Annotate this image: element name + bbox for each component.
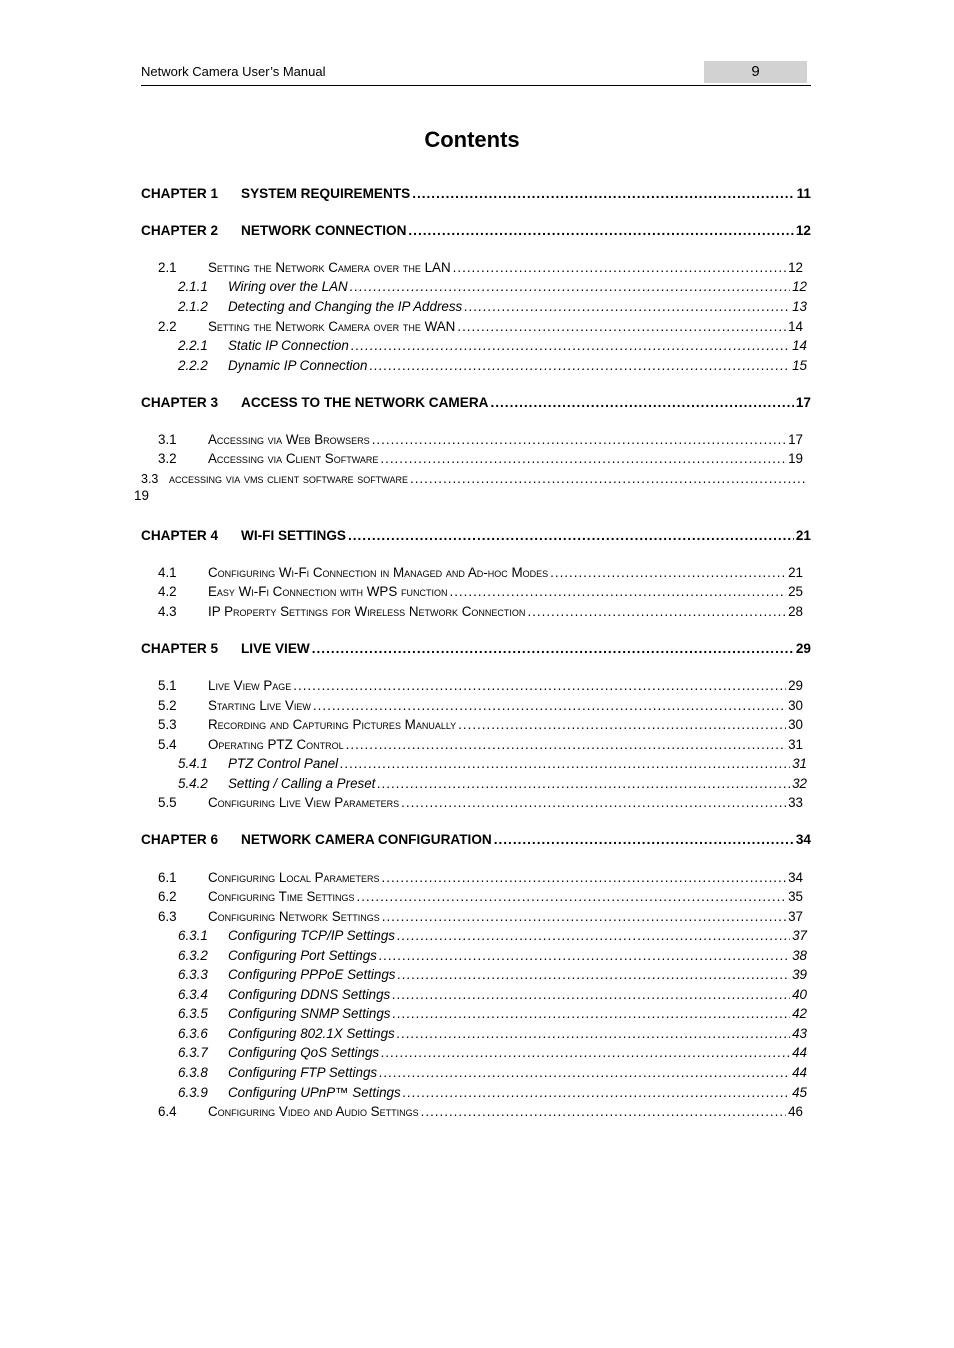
toc-title: Static IP Connection — [228, 338, 349, 353]
manual-title: Network Camera User’s Manual — [141, 64, 326, 79]
toc-section[interactable] — [158, 602, 803, 622]
dot-leader — [527, 602, 786, 622]
toc-subsection[interactable] — [178, 297, 807, 317]
toc-number: 2.1.2 — [178, 299, 208, 314]
toc-title: Accessing via Client Software — [208, 451, 379, 466]
toc-page-number: 29 — [795, 641, 811, 656]
dot-leader — [464, 297, 790, 317]
toc-title: Configuring QoS Settings — [228, 1045, 380, 1060]
toc-number: CHAPTER 3 — [141, 395, 219, 410]
toc-subsection[interactable] — [178, 774, 807, 794]
toc-page-number: 13 — [792, 299, 807, 314]
toc-number: CHAPTER 6 — [141, 832, 219, 847]
toc-subsection[interactable] — [178, 336, 807, 356]
toc-number: 6.3.5 — [178, 1006, 208, 1021]
contents-heading: Contents — [424, 127, 520, 152]
toc-number: 4.2 — [158, 584, 177, 599]
dot-leader — [408, 221, 793, 241]
toc-chapter[interactable] — [141, 526, 811, 546]
dot-leader — [393, 1004, 791, 1024]
dot-leader — [379, 1063, 790, 1083]
toc-subsection[interactable] — [178, 946, 807, 966]
dot-leader — [356, 887, 786, 907]
dot-leader — [421, 1102, 786, 1122]
toc-page-number: 29 — [788, 678, 803, 693]
toc-section[interactable] — [158, 735, 803, 755]
toc-chapter[interactable] — [141, 221, 811, 241]
toc-page-number: 30 — [788, 698, 803, 713]
dot-leader — [351, 336, 790, 356]
toc-page-number: 12 — [788, 260, 803, 275]
toc-subsection[interactable] — [178, 985, 807, 1005]
toc-number: 6.3.8 — [178, 1065, 208, 1080]
toc-number: 6.3 — [158, 909, 177, 924]
toc-number: 2.2.2 — [178, 358, 208, 373]
toc-section[interactable] — [158, 563, 803, 583]
toc-subsection[interactable] — [178, 277, 807, 297]
toc-section[interactable] — [158, 1102, 803, 1122]
toc-title: Configuring Live View Parameters — [208, 795, 400, 810]
dot-leader — [412, 184, 794, 204]
dot-leader — [382, 907, 786, 927]
toc-number: 2.1 — [158, 260, 177, 275]
toc-number: CHAPTER 2 — [141, 223, 219, 238]
toc-section[interactable] — [158, 868, 803, 888]
toc-number: 5.2 — [158, 698, 177, 713]
page-number: 9 — [704, 61, 807, 83]
toc-page-number: 38 — [792, 948, 807, 963]
toc-page-number: 31 — [788, 737, 803, 752]
toc-subsection[interactable] — [178, 1083, 807, 1103]
toc-subsection[interactable] — [178, 1043, 807, 1063]
dot-leader — [550, 563, 786, 583]
toc-number: 6.3.1 — [178, 928, 208, 943]
toc-page-number: 21 — [788, 565, 803, 580]
toc-subsection[interactable] — [178, 754, 807, 774]
toc-subsection[interactable] — [178, 926, 807, 946]
toc-number: 6.1 — [158, 870, 177, 885]
dot-leader — [369, 356, 790, 376]
toc-page-number: 37 — [788, 909, 803, 924]
toc-chapter[interactable] — [141, 639, 811, 659]
toc-number: 5.5 — [158, 795, 177, 810]
toc-page-number: 25 — [788, 584, 803, 599]
toc-page-number: 30 — [788, 717, 803, 732]
dot-leader — [372, 430, 786, 450]
toc-title: NETWORK CAMERA CONFIGURATION — [241, 832, 492, 847]
toc-section[interactable] — [158, 676, 803, 696]
toc-title: Configuring UPnP™ Settings — [228, 1085, 401, 1100]
toc-page-number: 19 — [788, 451, 803, 466]
toc-title: Recording and Capturing Pictures Manually — [208, 717, 457, 732]
dot-leader — [377, 774, 790, 794]
dot-leader — [346, 735, 786, 755]
toc-number: 2.2 — [158, 319, 177, 334]
dot-leader — [313, 696, 786, 716]
dot-leader — [392, 985, 790, 1005]
toc-title: WI-FI SETTINGS — [241, 528, 346, 543]
toc-title: NETWORK CONNECTION — [241, 223, 407, 238]
toc-title: accessing via vms client software software — [169, 471, 408, 486]
toc-number: 3.1 — [158, 432, 177, 447]
toc-title: Configuring Port Settings — [228, 948, 377, 963]
toc-page-number: 31 — [792, 756, 807, 771]
toc-subsection[interactable] — [178, 1024, 807, 1044]
toc-page-number: 35 — [788, 889, 803, 904]
toc-title: Configuring Time Settings — [208, 889, 355, 904]
toc-subsection[interactable] — [178, 1063, 807, 1083]
toc-page-number: 19 — [134, 488, 149, 503]
toc-page-number: 32 — [792, 776, 807, 791]
toc-title: Configuring SNMP Settings — [228, 1006, 391, 1021]
toc-number: 4.1 — [158, 565, 177, 580]
toc-section[interactable] — [158, 715, 803, 735]
dot-leader — [458, 715, 786, 735]
toc-title: Configuring Local Parameters — [208, 870, 380, 885]
toc-section[interactable] — [141, 469, 809, 489]
toc-page-number: 34 — [788, 870, 803, 885]
dot-leader — [380, 449, 786, 469]
toc-section[interactable] — [158, 907, 803, 927]
toc-chapter[interactable] — [141, 393, 811, 413]
toc-page-number: 37 — [792, 928, 807, 943]
toc-page-number: 17 — [795, 395, 811, 410]
toc-page-number: 14 — [788, 319, 803, 334]
toc-number: 6.3.6 — [178, 1026, 208, 1041]
toc-number: CHAPTER 4 — [141, 528, 219, 543]
toc-subsection[interactable] — [178, 1004, 807, 1024]
toc-title: Configuring Wi-Fi Connection in Managed and Ad-hoc Modes — [208, 565, 549, 580]
toc-number: 6.3.9 — [178, 1085, 208, 1100]
toc-number: 2.2.1 — [178, 338, 208, 353]
toc-number: 4.3 — [158, 604, 177, 619]
toc-number: 6.3.4 — [178, 987, 208, 1002]
dot-leader — [449, 582, 786, 602]
toc-page-number: 15 — [792, 358, 807, 373]
toc-page-number: 39 — [792, 967, 807, 982]
toc-number: 2.1.1 — [178, 279, 208, 294]
toc-number: 6.3.2 — [178, 948, 208, 963]
toc-number: 6.4 — [158, 1104, 177, 1119]
toc-page-number: 44 — [792, 1045, 807, 1060]
toc-section[interactable] — [158, 793, 803, 813]
dot-leader — [293, 676, 786, 696]
toc-page-number: 43 — [792, 1026, 807, 1041]
dot-leader — [312, 639, 794, 659]
toc-section[interactable] — [158, 258, 803, 278]
toc-title: LIVE VIEW — [241, 641, 310, 656]
toc-number: 5.1 — [158, 678, 177, 693]
dot-leader — [410, 469, 807, 489]
dot-leader — [494, 830, 794, 850]
dot-leader — [381, 1043, 790, 1063]
toc-title: Configuring DDNS Settings — [228, 987, 391, 1002]
toc-title: Accessing via Web Browsers — [208, 432, 370, 447]
toc-page-number: 12 — [795, 223, 811, 238]
toc-number: 3.3 — [141, 472, 159, 486]
dot-leader — [457, 317, 786, 337]
dot-leader — [397, 926, 790, 946]
toc-page-number: 21 — [795, 528, 811, 543]
toc-section[interactable] — [158, 430, 803, 450]
toc-title: Starting Live View — [208, 698, 311, 713]
toc-page-number: 12 — [792, 279, 807, 294]
toc-page-number: 28 — [788, 604, 803, 619]
dot-leader — [453, 258, 786, 278]
dot-leader — [490, 393, 793, 413]
toc-page-number: 14 — [792, 338, 807, 353]
toc-number: 5.4.2 — [178, 776, 208, 791]
toc-section[interactable] — [158, 696, 803, 716]
toc-title: Detecting and Changing the IP Address — [228, 299, 463, 314]
toc-section[interactable] — [158, 582, 803, 602]
toc-page-number: 40 — [792, 987, 807, 1002]
toc-title: Setting / Calling a Preset — [228, 776, 376, 791]
toc-number: 6.2 — [158, 889, 177, 904]
toc-number: 3.2 — [158, 451, 177, 466]
dot-leader — [379, 946, 790, 966]
toc-number: 6.3.3 — [178, 967, 208, 982]
toc-number: CHAPTER 1 — [141, 186, 219, 201]
toc-number: 5.3 — [158, 717, 177, 732]
toc-title: PTZ Control Panel — [228, 756, 339, 771]
dot-leader — [397, 965, 790, 985]
toc-title: IP Property Settings for Wireless Network Connection — [208, 604, 526, 619]
toc-title: Easy Wi-Fi Connection with WPS function — [208, 584, 448, 599]
toc-title: Configuring FTP Settings — [228, 1065, 378, 1080]
toc-section[interactable] — [158, 449, 803, 469]
toc-title: Setting the Network Camera over the WAN — [208, 319, 456, 334]
dot-leader — [397, 1024, 790, 1044]
toc-title: Live View Page — [208, 678, 292, 693]
toc-title: Configuring Video and Audio Settings — [208, 1104, 419, 1119]
toc-section[interactable] — [158, 317, 803, 337]
toc-page-number: 17 — [788, 432, 803, 447]
toc-page-number: 45 — [792, 1085, 807, 1100]
toc-page-number: 34 — [795, 832, 811, 847]
toc-title: Wiring over the LAN — [228, 279, 348, 294]
toc-page-number: 11 — [796, 186, 811, 201]
toc-title: Setting the Network Camera over the LAN — [208, 260, 451, 275]
dot-leader — [350, 277, 790, 297]
toc-title: Configuring TCP/IP Settings — [228, 928, 395, 943]
dot-leader — [403, 1083, 790, 1103]
toc-number: CHAPTER 5 — [141, 641, 219, 656]
toc-title: ACCESS TO THE NETWORK CAMERA — [241, 395, 489, 410]
toc-page-number: 33 — [788, 795, 803, 810]
toc-title: Configuring PPPoE Settings — [228, 967, 396, 982]
dot-leader — [348, 526, 794, 546]
toc-title: Configuring Network Settings — [208, 909, 380, 924]
dot-leader — [382, 868, 787, 888]
toc-page-number: 46 — [788, 1104, 803, 1119]
toc-chapter[interactable] — [141, 830, 811, 850]
toc-section[interactable] — [158, 887, 803, 907]
toc-number: 5.4 — [158, 737, 177, 752]
dot-leader — [401, 793, 786, 813]
toc-title: Dynamic IP Connection — [228, 358, 368, 373]
toc-page-number: 44 — [792, 1065, 807, 1080]
dot-leader — [340, 754, 790, 774]
toc-number: 6.3.7 — [178, 1045, 208, 1060]
toc-subsection[interactable] — [178, 356, 807, 376]
toc-title: Configuring 802.1X Settings — [228, 1026, 395, 1041]
toc-title: Operating PTZ Control — [208, 737, 344, 752]
toc-page-number: 42 — [792, 1006, 807, 1021]
toc-chapter[interactable] — [141, 184, 811, 204]
toc-number: 5.4.1 — [178, 756, 208, 771]
toc-title: SYSTEM REQUIREMENTS — [241, 186, 411, 201]
toc-subsection[interactable] — [178, 965, 807, 985]
